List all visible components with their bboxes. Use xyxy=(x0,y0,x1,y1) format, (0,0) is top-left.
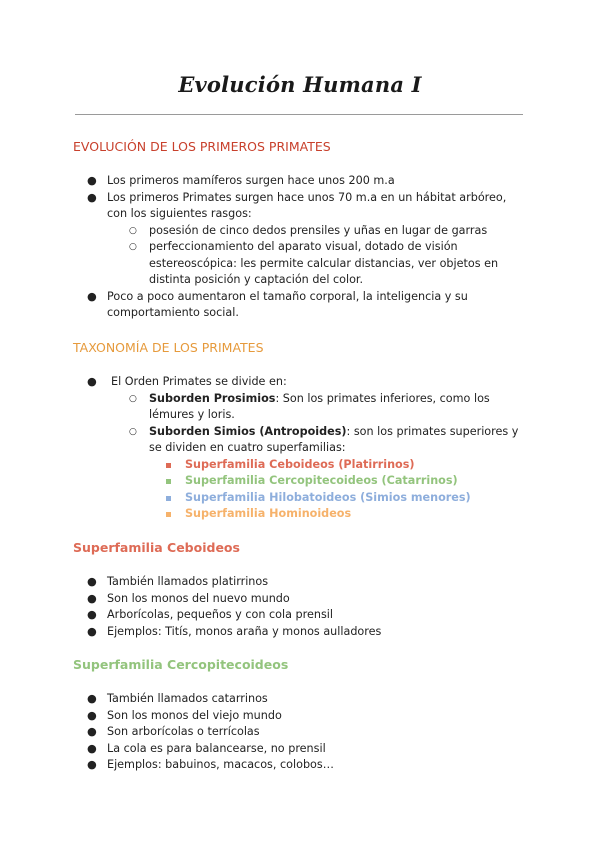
square-bullet-icon xyxy=(166,496,171,501)
bullet-icon: ● xyxy=(87,190,97,204)
list-item: ● También llamados catarrinos xyxy=(73,691,528,708)
list-item: ● También llamados platirrinos xyxy=(73,574,528,591)
evolucion-list xyxy=(73,173,528,322)
section-heading-taxonomia: TAXONOMÍA DE LOS PRIMATES xyxy=(73,340,264,355)
list-item: ● Ejemplos: babuinos, macacos, colobos… xyxy=(73,757,528,774)
sublist-item: ○ Suborden Simios (Antropoides): son los primates superiores y se dividen en cuatro superfamilias: Superfamilia Ceboideos (Platirrinos) Superfamilia Cercopitecoideos (Catarrinos) Superfamilia Hilobatoideos (Simios menores) Superfamilia Hominoideos xyxy=(107,424,528,523)
taxonomia-list xyxy=(73,374,528,523)
bullet-icon: ● xyxy=(87,692,97,705)
list-item: ● Poco a poco aumentaron el tamaño corporal, la inteligencia y su comportamiento social. xyxy=(87,289,468,319)
superfamily-item-ceboideos: Superfamilia Ceboideos (Platirrinos) xyxy=(149,457,528,474)
sublist-item: ○ Suborden Prosimios: Son los primates inferiores, como los lémures y loris. xyxy=(129,391,490,421)
bullet-icon: ● xyxy=(87,758,97,771)
ceboideos-list xyxy=(73,574,528,640)
document-title: Evolución Humana I xyxy=(178,72,422,97)
square-bullet-icon xyxy=(166,479,171,484)
bullet-icon: ● xyxy=(87,708,97,722)
bullet-icon: ● xyxy=(87,725,97,738)
title-divider xyxy=(75,114,523,115)
superfamily-item-hilobatoideos: Superfamilia Hilobatoideos (Simios menores) xyxy=(149,490,528,507)
rasgos-sublist xyxy=(107,223,528,289)
circle-bullet-icon: ○ xyxy=(129,242,137,252)
list-item: ● Ejemplos: Titís, monos araña y monos aulladores xyxy=(73,624,528,641)
superfamilias-sublist xyxy=(149,457,528,523)
bullet-icon: ● xyxy=(87,741,97,755)
list-item: ● Son los monos del viejo mundo xyxy=(73,708,528,725)
circle-bullet-icon: ○ xyxy=(129,393,137,404)
list-item: ● Son los monos del nuevo mundo xyxy=(73,591,528,608)
sublist-item: ○ perfeccionamiento del aparato visual, dotado de visión estereoscópica: les permite calcular distancias, ver objetos en distinta posición y captación del color. xyxy=(129,240,499,286)
cercopitecoideos-list xyxy=(73,691,528,774)
bullet-icon: ● xyxy=(87,375,97,388)
section-heading-cercopitecoideos: Superfamilia Cercopitecoideos xyxy=(73,657,289,672)
superfamily-item-cercopitecoideos: Superfamilia Cercopitecoideos (Catarrinos) xyxy=(149,473,528,490)
list-item: ● Los primeros Primates surgen hace unos 70 m.a en un hábitat arbóreo, con los siguientes rasgos: ○ posesión de cinco dedos prensiles y uñas en lugar de garras ○ perfeccionamiento del aparato visual, dotado de visión estereoscópica: les permite calcular distancias, ver objetos en distinta posición y captación del color. xyxy=(73,190,528,289)
list-item: ● Los primeros mamíferos surgen hace unos 200 m.a xyxy=(73,173,528,190)
bullet-icon: ● xyxy=(87,608,97,621)
sublist-item: ○ posesión de cinco dedos prensiles y uñas en lugar de garras xyxy=(107,223,528,240)
circle-bullet-icon: ○ xyxy=(129,426,137,437)
square-bullet-icon xyxy=(166,463,171,468)
bullet-icon: ● xyxy=(87,591,97,605)
list-item: ● La cola es para balancearse, no prensil xyxy=(73,741,528,758)
bullet-icon: ● xyxy=(87,289,97,303)
superfamily-item-hominoideos: Superfamilia Hominoideos xyxy=(149,506,528,523)
bullet-icon: ● xyxy=(87,575,97,588)
list-item: ● El Orden Primates se divide en: ○ Suborden Prosimios: Son los primates inferiores, como los lémures y loris. ○ Suborden Simios (Antropoides): son los primates superiores y se dividen en cuatro superfamilias: Superfamilia Ceboideos (Platirrinos) Superfamilia Cercopitecoideos (Catarrinos) Superfamilia Hilobatoideos (Simios menores) Superfamilia Hominoideos xyxy=(73,374,528,523)
list-item: ● Arborícolas, pequeños y con cola prensil xyxy=(73,607,528,624)
section-heading-ceboideos: Superfamilia Ceboideos xyxy=(73,540,240,555)
bullet-icon: ● xyxy=(87,174,97,187)
section-heading-evolucion: EVOLUCIÓN DE LOS PRIMEROS PRIMATES xyxy=(73,139,331,154)
circle-bullet-icon: ○ xyxy=(129,225,137,236)
square-bullet-icon xyxy=(166,512,171,517)
list-item: ● Son arborícolas o terrícolas xyxy=(73,724,528,741)
suborden-sublist xyxy=(107,391,528,523)
bullet-icon: ● xyxy=(87,624,97,638)
